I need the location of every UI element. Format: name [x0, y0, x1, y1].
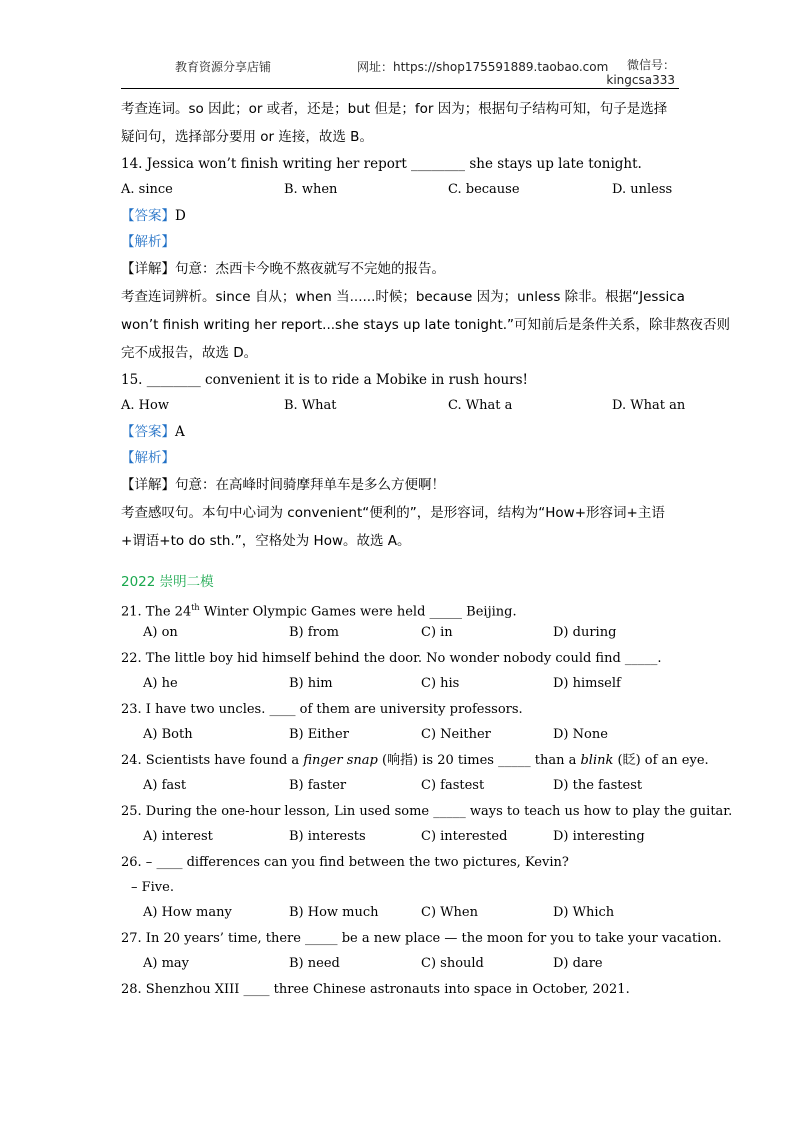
explanation-line-2: +谓语+to do sth.”，空格处为 How。故选 A。: [121, 533, 411, 549]
option-b: B) faster: [289, 778, 347, 793]
answer-value: A: [175, 424, 185, 440]
option-a: A) on: [143, 625, 178, 640]
option-d: D) himself: [553, 676, 621, 691]
question-26-reply: – Five.: [131, 880, 174, 895]
option-d: D. What an: [612, 398, 686, 413]
option-c: C) Neither: [421, 727, 491, 742]
question-22-options: [121, 671, 681, 697]
option-c: C) When: [421, 905, 478, 920]
section-title: 2022 崇明二模: [121, 574, 214, 590]
question-21-stem: [121, 595, 681, 620]
option-b: B. when: [284, 182, 338, 197]
option-a: A) How many: [143, 905, 232, 920]
question-22-stem: 22. The little boy hid himself behind the door. No wonder nobody could find _____.: [121, 651, 662, 666]
explanation-line-3: 完不成报告，故选 D。: [121, 345, 258, 361]
explanation-line-1: 考查连词辨析。since 自从；when 当......时候；because 因为；unless 除非。根据“Jessica: [121, 289, 685, 305]
question-25-stem: 25. During the one-hour lesson, Lin used some _____ ways to teach us how to play the guitar.: [121, 804, 733, 819]
question-28-stem: 28. Shenzhou XIII ____ three Chinese astronauts into space in October, 2021.: [121, 982, 630, 997]
question-26-options: [121, 900, 681, 926]
option-b: B) interests: [289, 829, 366, 844]
question-24-options: [121, 773, 681, 799]
option-c: C) in: [421, 625, 453, 640]
detail-tag: 【详解】: [121, 477, 175, 493]
option-c: C) his: [421, 676, 460, 691]
header-shop-name: 教育资源分享店铺: [175, 60, 272, 74]
option-d: D) Which: [553, 905, 615, 920]
option-a: A) fast: [143, 778, 187, 793]
option-b: B. What: [284, 398, 337, 413]
option-a: A. since: [121, 182, 173, 197]
prev-explanation-line-1: 考查连词。so 因此；or 或者，还是；but 但是；for 因为；根据句子结构可知，句子是选择: [121, 101, 668, 117]
answer-tag: 【答案】: [121, 208, 175, 224]
stem-part: Winter Olympic Games were held _____ Beijing.: [199, 604, 517, 620]
question-27-options: [121, 951, 681, 977]
option-d: D) None: [553, 727, 608, 742]
option-b: B) need: [289, 956, 340, 971]
option-a: A. How: [121, 398, 169, 413]
option-b: B) him: [289, 676, 333, 691]
stem-part: (响指) is 20 times _____ than a: [377, 753, 581, 768]
prev-explanation-line-2: 疑问句，选择部分要用 or 连接，故选 B。: [121, 129, 373, 145]
document-body: [121, 95, 733, 1002]
option-b: B) Either: [289, 727, 349, 742]
stem-part: 21. The 24: [121, 604, 192, 620]
option-a: A) he: [143, 676, 178, 691]
analysis-tag: 【解析】: [121, 450, 175, 466]
header-wechat-id: kingcsa333: [606, 73, 675, 87]
stem-italic: finger snap: [303, 753, 378, 768]
question-15-options: [121, 393, 686, 419]
option-c: C. because: [448, 182, 520, 197]
detail-tag: 【详解】: [121, 261, 175, 277]
stem-part: 24. Scientists have found a: [121, 753, 304, 768]
question-26-stem: 26. – ____ differences can you find between the two pictures, Kevin?: [121, 855, 569, 870]
detail-line: [121, 255, 681, 283]
detail-line: [121, 471, 681, 499]
detail-text: 句意：杰西卡今晚不熬夜就写不完她的报告。: [175, 261, 445, 277]
stem-italic: blink: [580, 753, 614, 768]
analysis-line: [121, 229, 681, 255]
ordinal-suffix: th: [191, 603, 200, 612]
option-d: D) dare: [553, 956, 603, 971]
option-c: C) fastest: [421, 778, 485, 793]
stem-part: (眨) of an eye.: [613, 753, 709, 768]
page-header: [121, 56, 679, 89]
option-a: A) interest: [143, 829, 213, 844]
option-d: D) interesting: [553, 829, 645, 844]
answer-tag: 【答案】: [121, 424, 175, 440]
detail-text: 句意：在高峰时间骑摩拜单车是多么方便啊！: [175, 477, 445, 493]
explanation-line-1: 考查感叹句。本句中心词为 convenient“便利的”，是形容词，结构为“How+形容词+主语: [121, 505, 665, 521]
option-d: D) during: [553, 625, 617, 640]
header-url: 网址：https://shop175591889.taobao.com: [357, 60, 609, 74]
option-c: C. What a: [448, 398, 513, 413]
option-a: A) Both: [143, 727, 193, 742]
question-23-options: [121, 722, 681, 748]
header-wechat: [606, 58, 675, 88]
option-d: D. unless: [612, 182, 673, 197]
question-15-stem: 15. ________ convenient it is to ride a Mobike in rush hours!: [121, 372, 528, 388]
explanation-line-2: won’t finish writing her report...she stays up late tonight.”可知前后是条件关系，除非熬夜否则: [121, 317, 731, 333]
option-c: C) should: [421, 956, 484, 971]
question-14-options: [121, 177, 681, 203]
option-b: B) from: [289, 625, 339, 640]
analysis-line: [121, 445, 681, 471]
option-a: A) may: [143, 956, 190, 971]
option-c: C) interested: [421, 829, 508, 844]
answer-line: [121, 203, 681, 229]
analysis-tag: 【解析】: [121, 234, 175, 250]
question-14-stem: 14. Jessica won’t finish writing her report ________ she stays up late tonight.: [121, 156, 642, 172]
header-wechat-label: 微信号：: [626, 58, 675, 72]
question-25-options: [121, 824, 681, 850]
question-21-options: [121, 620, 681, 646]
question-23-stem: 23. I have two uncles. ____ of them are university professors.: [121, 702, 523, 717]
option-b: B) How much: [289, 905, 379, 920]
answer-value: D: [175, 208, 186, 224]
question-27-stem: 27. In 20 years’ time, there _____ be a new place — the moon for you to take your vacation.: [121, 931, 722, 946]
answer-line: [121, 419, 681, 445]
option-d: D) the fastest: [553, 778, 643, 793]
question-24-stem: [121, 748, 709, 773]
